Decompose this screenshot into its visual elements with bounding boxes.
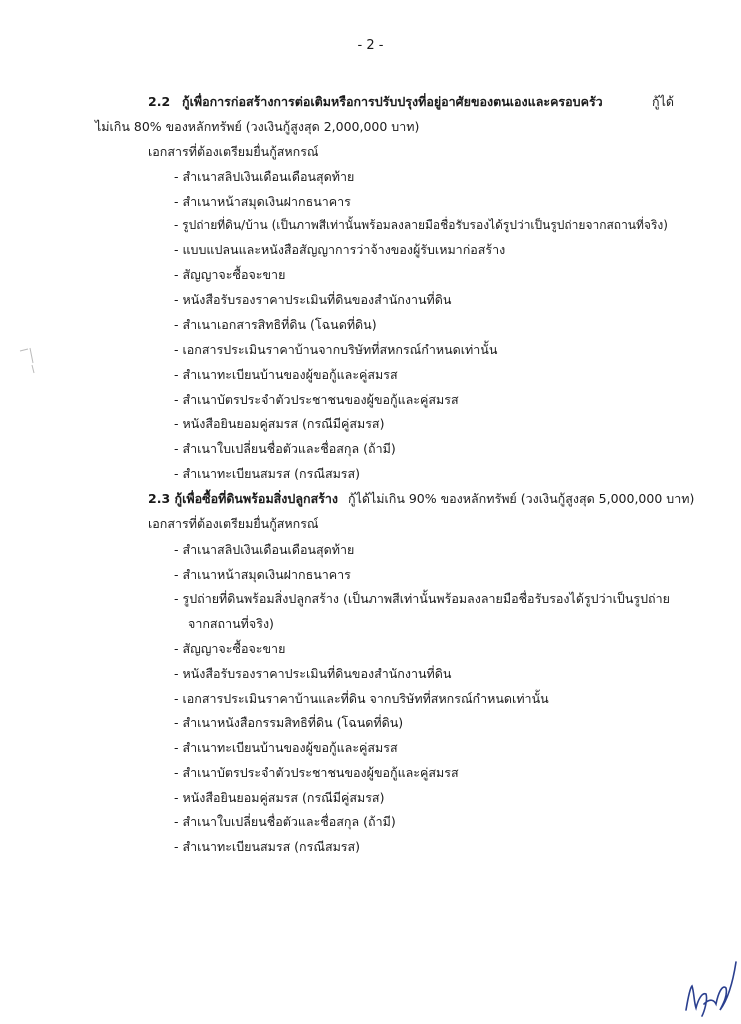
list-item-continuation: จากสถานที่จริง) [188,616,274,631]
section-2-3-docs-heading: เอกสารที่ต้องเตรียมยื่นกู้สหกรณ์ [148,516,319,531]
list-item: - สำเนาเอกสารสิทธิที่ดิน (โฉนดที่ดิน) [174,317,377,332]
list-item: - สำเนาทะเบียนบ้านของผู้ขอกู้และคู่สมรส [174,367,398,382]
list-item: - สำเนาสลิปเงินเดือนเดือนสุดท้าย [174,542,355,557]
list-item: - สำเนาทะเบียนสมรส (กรณีสมรส) [174,839,361,854]
section-2-3-title: 2.3 กู้เพื่อซื้อที่ดินพร้อมสิ่งปลูกสร้าง [148,491,339,506]
list-item: - สำเนาหน้าสมุดเงินฝากธนาคาร [174,194,351,209]
section-2-2-docs-heading: เอกสารที่ต้องเตรียมยื่นกู้สหกรณ์ [148,144,319,159]
section-2-2-continuation: ไม่เกิน 80% ของหลักทรัพย์ (วงเงินกู้สูงสุด 2,000,000 บาท) [95,119,420,134]
section-2-2-title-tail: กู้ได้ [652,94,674,109]
list-item: - สำเนาใบเปลี่ยนชื่อตัวและชื่อสกุล (ถ้ามี) [174,441,396,456]
list-item: - สำเนาหนังสือกรรมสิทธิที่ดิน (โฉนดที่ดิน) [174,715,404,730]
list-item: - เอกสารประเมินราคาบ้านและที่ดิน จากบริษัทที่สหกรณ์กำหนดเท่านั้น [174,691,549,706]
list-item: - สำเนาบัตรประจำตัวประชาชนของผู้ขอกู้และคู่สมรส [174,765,459,780]
list-item: - สำเนาหน้าสมุดเงินฝากธนาคาร [174,567,351,582]
scan-mark [18,345,40,375]
section-2-3-title-tail: กู้ได้ไม่เกิน 90% ของหลักทรัพย์ (วงเงินกู้สูงสุด 5,000,000 บาท) [348,491,695,506]
list-item: - รูปถ่ายที่ดินพร้อมสิ่งปลูกสร้าง (เป็นภาพสีเท่านั้นพร้อมลงลายมือชื่อรับรองได้รูปว่าเป็นรูปถ่าย [174,591,670,606]
list-item: - สำเนาสลิปเงินเดือนเดือนสุดท้าย [174,169,355,184]
list-item: - หนังสือยินยอมคู่สมรส (กรณีมีคู่สมรส) [174,416,385,431]
list-item: - แบบแปลนและหนังสือสัญญาการว่าจ้างของผู้รับเหมาก่อสร้าง [174,242,506,257]
section-2-2-number: 2.2 [148,94,171,109]
list-item: - หนังสือยินยอมคู่สมรส (กรณีมีคู่สมรส) [174,790,385,805]
list-item: - สำเนาใบเปลี่ยนชื่อตัวและชื่อสกุล (ถ้ามี) [174,814,396,829]
list-item: - เอกสารประเมินราคาบ้านจากบริษัทที่สหกรณ์กำหนดเท่านั้น [174,342,498,357]
section-2-2-title: กู้เพื่อการก่อสร้างการต่อเติมหรือการปรับปรุงที่อยู่อาศัยของตนเองและครอบครัว [182,94,603,109]
list-item: - สัญญาจะซื้อจะขาย [174,267,286,282]
signature-icon [682,958,738,1018]
list-item: - รูปถ่ายที่ดิน/บ้าน (เป็นภาพสีเท่านั้นพร้อมลงลายมือชื่อรับรองได้รูปว่าเป็นรูปถ่ายจากสถานที่จริง) [174,218,668,232]
list-item: - สำเนาทะเบียนสมรส (กรณีสมรส) [174,466,361,481]
list-item: - หนังสือรับรองราคาประเมินที่ดินของสำนักงานที่ดิน [174,666,452,681]
page-number: - 2 - [357,38,384,53]
list-item: - หนังสือรับรองราคาประเมินที่ดินของสำนักงานที่ดิน [174,292,452,307]
list-item: - สำเนาบัตรประจำตัวประชาชนของผู้ขอกู้และคู่สมรส [174,392,459,407]
list-item: - สำเนาทะเบียนบ้านของผู้ขอกู้และคู่สมรส [174,740,398,755]
list-item: - สัญญาจะซื้อจะขาย [174,641,286,656]
